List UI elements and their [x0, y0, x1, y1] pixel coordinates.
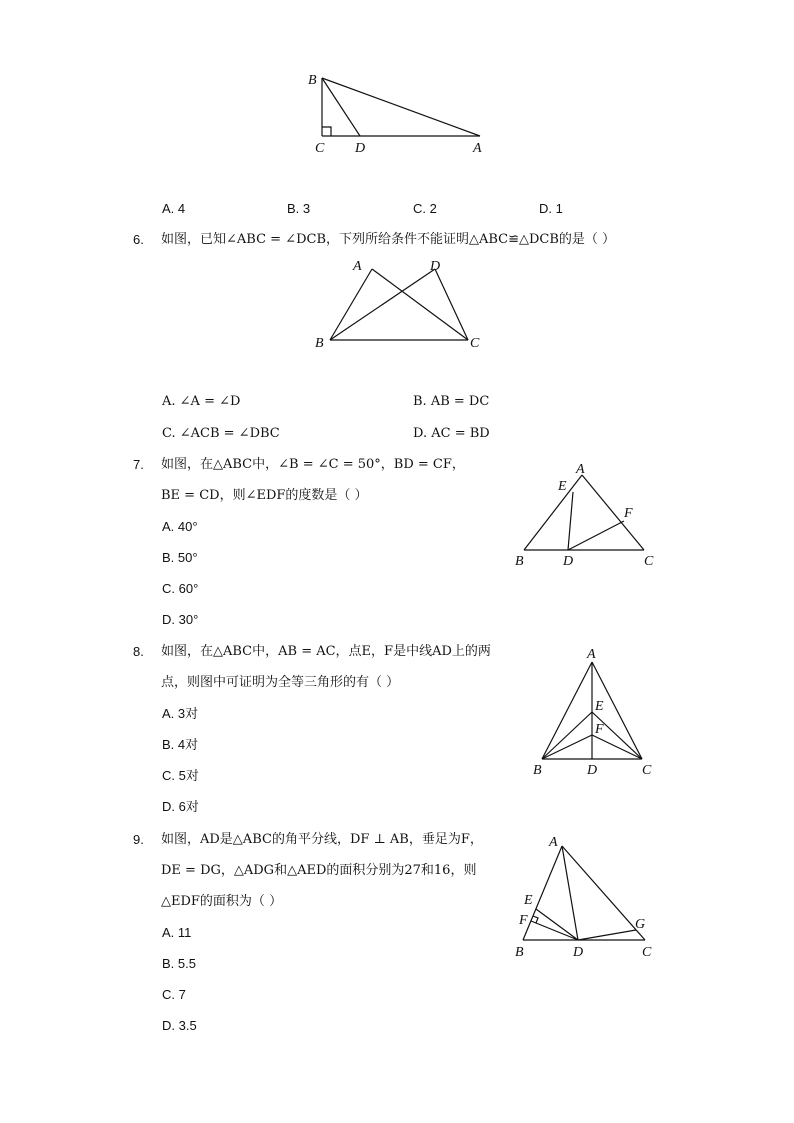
q5-option-d: D. 1 — [539, 201, 563, 216]
q7-option-c: C. 60° — [162, 581, 199, 596]
q7-number: 7. — [133, 457, 144, 472]
q6-figure — [310, 255, 490, 350]
q9-option-d: D. 3.5 — [162, 1018, 197, 1033]
q8-number: 8. — [133, 644, 144, 659]
q6-label-D: D — [430, 259, 441, 274]
q5-label-B: B — [308, 73, 317, 88]
q8-label-D: D — [587, 763, 598, 778]
q8-option-a: A. 3对 — [162, 706, 199, 721]
q8-text-line1: 如图，在△ABC中，AB = AC，点E，F是中线AD上的两 — [161, 644, 491, 659]
q8-option-b: B. 4对 — [162, 737, 199, 752]
q7-figure — [510, 458, 660, 573]
q6-option-c: C. ∠ACB = ∠DBC — [162, 426, 280, 441]
q7-text-line1: 如图，在△ABC中，∠B = ∠C = 50°，BD = CF， — [161, 457, 465, 472]
q7-option-a: A. 40° — [162, 519, 198, 534]
q9-label-E: E — [524, 893, 533, 908]
q7-label-D: D — [563, 554, 574, 569]
q5-label-A: A — [473, 141, 482, 156]
q8-option-c: C. 5对 — [162, 768, 199, 783]
q9-label-F: F — [519, 913, 528, 928]
q9-label-G: G — [635, 917, 646, 932]
q7-text-line2: BE = CD，则∠EDF的度数是（ ） — [161, 488, 368, 503]
q9-label-C: C — [642, 945, 652, 960]
q8-label-C: C — [642, 763, 652, 778]
q9-option-a: A. 11 — [162, 925, 192, 940]
q5-option-b: B. 3 — [287, 201, 311, 216]
q6-option-b: B. AB = DC — [413, 394, 490, 409]
q9-number: 9. — [133, 832, 144, 847]
q9-label-A: A — [549, 835, 558, 850]
q7-label-E: E — [558, 479, 567, 494]
q6-label-A: A — [353, 259, 362, 274]
q5-option-c: C. 2 — [413, 201, 437, 216]
q5-label-D: D — [355, 141, 366, 156]
q8-label-A: A — [587, 647, 596, 662]
q5-figure — [300, 66, 500, 161]
q6-option-a: A. ∠A = ∠D — [162, 394, 241, 409]
q8-label-B: B — [533, 763, 542, 778]
q9-label-D: D — [573, 945, 584, 960]
q9-text-line3: △EDF的面积为（ ） — [161, 894, 283, 909]
q7-option-b: B. 50° — [162, 550, 198, 565]
q8-option-d: D. 6对 — [162, 799, 199, 814]
q7-label-C: C — [644, 554, 654, 569]
q8-text-line2: 点，则图中可证明为全等三角形的有（ ） — [161, 675, 400, 690]
q7-option-d: D. 30° — [162, 612, 199, 627]
q9-figure — [510, 830, 660, 965]
q6-label-C: C — [470, 336, 480, 350]
q9-option-b: B. 5.5 — [162, 956, 196, 971]
q7-label-A: A — [576, 462, 585, 477]
q9-label-B: B — [515, 945, 524, 960]
q6-label-B: B — [315, 336, 324, 350]
q6-number: 6. — [133, 232, 144, 247]
q9-option-c: C. 7 — [162, 987, 186, 1002]
q9-text-line2: DE = DG，△ADG和△AED的面积分别为27和16，则 — [161, 863, 477, 878]
q7-label-B: B — [515, 554, 524, 569]
q6-text: 如图，已知∠ABC = ∠DCB，下列所给条件不能证明△ABC≌△DCB的是（ ） — [161, 232, 616, 247]
q5-label-C: C — [315, 141, 325, 156]
q8-label-F: F — [595, 722, 604, 737]
q8-label-E: E — [595, 699, 604, 714]
q6-option-d: D. AC = BD — [413, 426, 490, 441]
q9-text-line1: 如图，AD是△ABC的角平分线，DF ⊥ AB，垂足为F， — [161, 832, 483, 847]
q8-figure — [525, 643, 665, 778]
q7-label-F: F — [624, 506, 633, 521]
q5-option-a: A. 4 — [162, 201, 186, 216]
